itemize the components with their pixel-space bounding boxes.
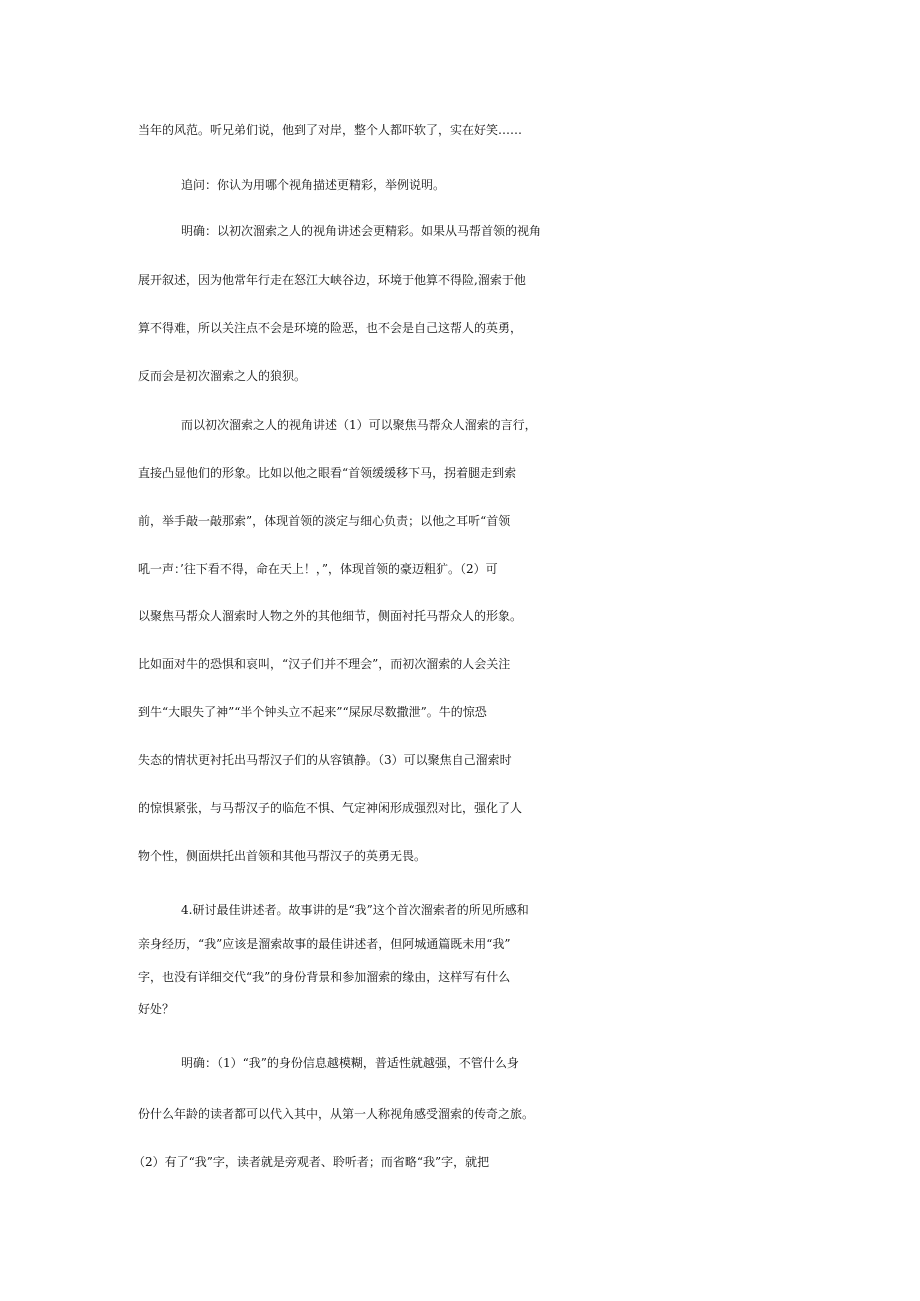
- text-line: 4.研讨最佳讲述者。故事讲的是“我”这个首次溜索者的所见所感和: [181, 903, 529, 917]
- text-line: 字，也没有详细交代“我”的身份背景和参加溜索的缘由，这样写有什么: [138, 970, 511, 984]
- text-line: 直接凸显他们的形象。比如以他之眼看“首领缓缓移下马，拐着腿走到索: [138, 466, 517, 480]
- text-line: 亲身经历，“我”应该是溜索故事的最佳讲述者，但阿城通篇既未用“我”: [138, 937, 511, 951]
- text-line: 到牛“大眼失了神”“半个钟头立不起来”“屎尿尽数撒泄”。牛的惊恐: [138, 705, 487, 719]
- text-line: 反而会是初次溜索之人的狼狈。: [138, 369, 307, 383]
- text-line: 以聚焦马帮众人溜索时人物之外的其他细节，侧面衬托马帮众人的形象。: [138, 609, 523, 623]
- text-line: 失态的情状更衬托出马帮汉子们的从容镇静。（3）可以聚焦自己溜索时: [138, 753, 512, 767]
- text-line: 前，举手敲一敲那索”，体现首领的淡定与细心负责；以他之耳听“首领: [138, 514, 511, 528]
- text-line: 份什么年龄的读者都可以代入其中，从第一人称视角感受溜索的传奇之旅。: [138, 1107, 535, 1121]
- text-line: 而以初次溜索之人的视角讲述（1）可以聚焦马帮众人溜索的言行，: [181, 418, 537, 432]
- text-line: 追问：你认为用哪个视角描述更精彩，举例说明。: [181, 178, 446, 192]
- text-line: 物个性，侧面烘托出首领和其他马帮汉子的英勇无畏。: [138, 849, 427, 863]
- text-line: 当年的风范。听兄弟们说，他到了对岸，整个人都吓软了，实在好笑……: [138, 123, 523, 137]
- text-line: 明确：以初次溜索之人的视角讲述会更精彩。如果从马帮首领的视角: [181, 224, 542, 238]
- text-line: 好处？: [138, 1002, 175, 1016]
- text-line: 算不得难，所以关注点不会是环境的险恶，也不会是自己这帮人的英勇，: [138, 321, 523, 335]
- text-line: 明确：（1）“我”的身份信息越模糊，普适性就越强，不管什么身: [181, 1056, 519, 1070]
- text-line: 吼一声：’往下看不得，命在天上！，”，体现首领的豪迈粗犷。（2）可: [138, 562, 498, 576]
- text-line: （2）有了“我”字，读者就是旁观者、聆听者；而省略“我”字，就把: [133, 1155, 490, 1169]
- text-line: 比如面对牛的恐惧和哀叫，“汉子们并不理会”，而初次溜索的人会关注: [138, 657, 511, 671]
- text-line: 展开叙述，因为他常年行走在怒江大峡谷边，环境于他算不得险,溜索于他: [138, 273, 526, 287]
- text-line: 的惊惧紧张，与马帮汉子的临危不惧、气定神闲形成强烈对比，强化了人: [138, 801, 523, 815]
